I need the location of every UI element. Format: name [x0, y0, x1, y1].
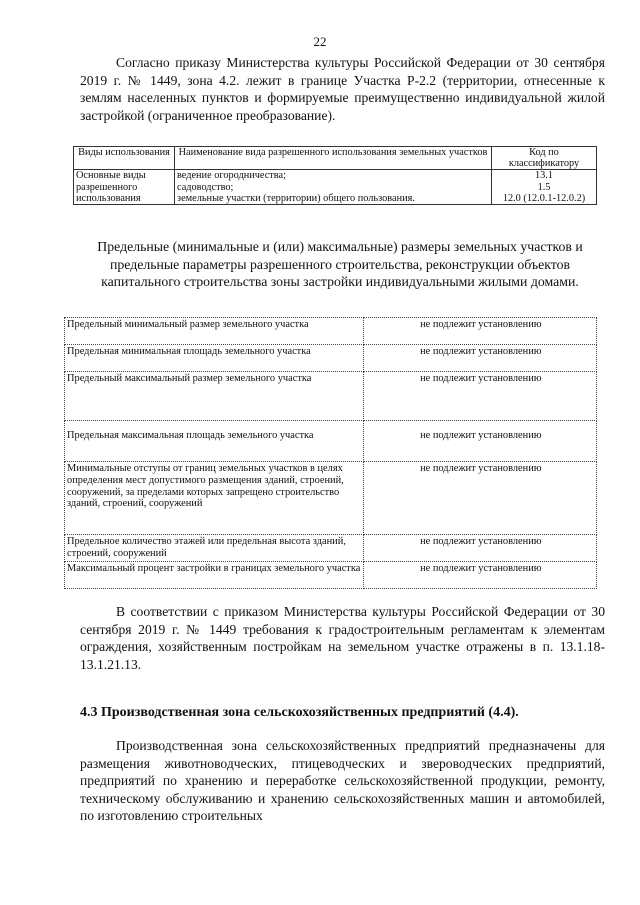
use-name: ведение огородничества;	[175, 170, 492, 182]
param-label: Предельная минимальная площадь земельного участка	[65, 345, 364, 372]
header-use-type: Виды использования	[74, 147, 175, 170]
table-row	[65, 462, 597, 535]
use-code: 13.1	[492, 170, 597, 182]
page-number: 22	[313, 34, 327, 49]
table-row	[65, 421, 597, 462]
table-row	[65, 535, 597, 562]
param-label: Предельный максимальный размер земельного участка	[65, 372, 364, 421]
use-code: 12.0 (12.0.1-12.0.2)	[492, 193, 597, 205]
param-value: не подлежит установлению	[363, 535, 596, 562]
param-label: Минимальные отступы от границ земельных участков в целях определения мест допустимого размещения зданий, строений, сооружений, за пределами которых запрещено строительство зданий, строений, сооружений	[65, 462, 364, 535]
section-paragraph: Производственная зона сельскохозяйственных предприятий предназначены для размещения животноводческих, птицеводческих и звероводческих предприятий, предприятий по хранению и переработке сельскохозяйственной продукции, ремонту, техническому обслуживанию и хранению сельскохозяйственных машин и автомобилей, по изготовлению строительных	[80, 738, 605, 824]
table-row	[65, 562, 597, 589]
param-value: не подлежит установлению	[363, 421, 596, 462]
header-code: Код по классификатору	[492, 147, 597, 170]
param-value: не подлежит установлению	[363, 318, 596, 345]
param-label: Предельная максимальная площадь земельного участка	[65, 421, 364, 462]
table-row	[74, 170, 597, 182]
limits-title: Предельные (минимальные и (или) максимальные) размеры земельных участков и предельные параметры разрешенного строительства, реконструкции объектов капитального строительства зоны застройки индивидуальными жилыми домами.	[97, 239, 583, 289]
intro-paragraph: Согласно приказу Министерства культуры Российской Федерации от 30 сентября 2019 г. № 1449, зона 4.2. лежит в границе Участка Р-2.2 (территории, отнесенные к землям населенных пунктов и формируемые преимущественно индивидуальной жилой застройкой (ограниченное преобразование).	[80, 55, 605, 123]
param-value: не подлежит установлению	[363, 372, 596, 421]
section-heading: 4.3 Производственная зона сельскохозяйственных предприятий (4.4).	[80, 705, 519, 720]
param-label: Предельное количество этажей или предельная высота зданий, строений, сооружений	[65, 535, 364, 562]
regulations-paragraph: В соответствии с приказом Министерства культуры Российской Федерации от 30 сентября 2019 г. № 1449 требования к градостроительным регламентам к элементам ограждения, хозяйственным постройкам на земельном участке отражены в п. 13.1.18-13.1.21.13.	[80, 604, 605, 672]
param-label: Предельный минимальный размер земельного участка	[65, 318, 364, 345]
use-code: 1.5	[492, 182, 597, 193]
param-value: не подлежит установлению	[363, 462, 596, 535]
use-name: садоводство;	[175, 182, 492, 193]
header-use-name: Наименование вида разрешенного использования земельных участков	[175, 147, 492, 170]
table-row	[65, 318, 597, 345]
group-label: Основные виды разрешенного использования	[74, 170, 175, 205]
use-name: земельные участки (территории) общего пользования.	[175, 193, 492, 205]
permitted-use-table	[73, 146, 597, 205]
table-header-row	[74, 147, 597, 170]
table-row	[65, 345, 597, 372]
table-row	[65, 372, 597, 421]
limits-table	[64, 317, 597, 589]
param-value: не подлежит установлению	[363, 562, 596, 589]
param-value: не подлежит установлению	[363, 345, 596, 372]
param-label: Максимальный процент застройки в границах земельного участка	[65, 562, 364, 589]
